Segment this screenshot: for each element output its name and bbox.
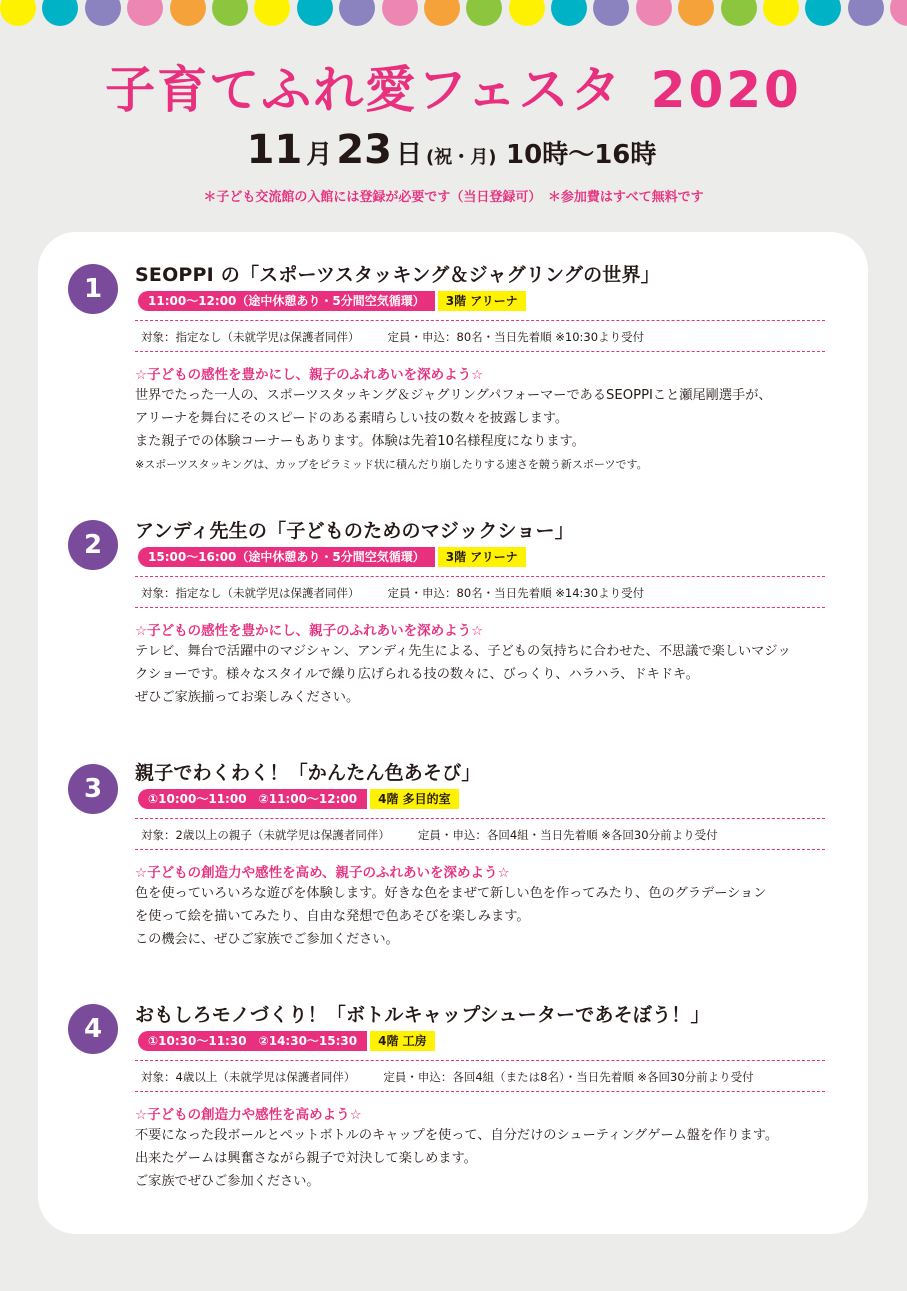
event-target-info [135,320,825,352]
bunting-flag [212,0,248,26]
bunting-flag [805,0,841,26]
bunting-flag [593,0,629,26]
event-place-badge: 4階 多目的室 [370,789,459,809]
date-month: 11 [246,127,303,173]
event-title: アンディ先生の「子どものためのマジックショー」 [135,520,574,542]
event-time-badge: ①10:00〜11:00 ②11:00〜12:00 [138,789,367,809]
event-capacity: 定員・申込：各回4組（または8名）・当日先着順 ※各回30分前より受付 [383,1070,754,1084]
description-line: また親子での体験コーナーもあります。体験は先着10名様程度になります。 [135,434,585,449]
description-line: ご家族でぜひご参加ください。 [135,1174,320,1189]
event-title: おもしろモノづくり！「ボトルキャップシューターであそぼう！」 [135,1004,710,1026]
bunting-flag [170,0,206,26]
bunting-flag [424,0,460,26]
event-description [135,1124,845,1193]
bunting-flag [382,0,418,26]
event-time-badge: ①10:30〜11:30 ②14:30〜15:30 [138,1031,367,1051]
description-line: テレビ、舞台で活躍中のマジシャン、アンディ先生による、子どもの気持ちに合わせた、不思議で楽しいマジッ [135,644,791,659]
event-title: SEOPPI の「スポーツスタッキング＆ジャグリングの世界」 [135,264,660,286]
bunting-flag [890,0,907,26]
bunting-flag [254,0,290,26]
event-footnote: ※スポーツスタッキングは、カップをピラミッド状に積んだり崩したりする速さを競う新スポーツです。 [135,458,648,471]
event-description [135,384,845,476]
description-line: ぜひご家族揃ってお楽しみください。 [135,690,360,705]
event-target: 対象：2歳以上の親子（未就学児は保護者同伴） [141,828,390,842]
event-time-badge: 15:00〜16:00（途中休憩あり・5分間空気循環） [138,547,435,567]
event-place-badge: 4階 工房 [370,1031,435,1051]
event-number-badge: 4 [68,1004,118,1054]
entry-note: ＊子ども交流館の入館には登録が必要です（当日登録可） ＊参加費はすべて無料です [203,190,704,205]
event-place-badge: 3階 アリーナ [438,547,526,567]
event-subhead: ☆子どもの創造力や感性を高め、親子のふれあいを深めよう☆ [135,865,510,881]
date-month-unit: 月 [306,140,333,170]
event-subhead: ☆子どもの創造力や感性を高めよう☆ [135,1107,362,1123]
event-subhead: ☆子どもの感性を豊かにし、親子のふれあいを深めよう☆ [135,367,484,383]
event-number-badge: 1 [68,264,118,314]
description-line: 不要になった段ボールとペットボトルのキャップを使って、自分だけのシューティングゲーム盤を作ります。 [135,1128,779,1143]
festival-title-text: 子育てふれ愛フェスタ [105,61,623,119]
event-capacity: 定員・申込：80名・当日先着順 ※10:30より受付 [387,330,645,344]
event-schedule [138,789,459,809]
date-day: 23 [336,127,392,173]
event-title: 親子でわくわく！「かんたん色あそび」 [135,762,481,784]
event-target-info [135,576,825,608]
bunting-flag [509,0,545,26]
bunting-flag [763,0,799,26]
description-line: アリーナを舞台にそのスピードのある素晴らしい技の数々を披露します。 [135,411,569,426]
event-time-badge: 11:00〜12:00（途中休憩あり・5分間空気循環） [138,291,435,311]
description-line: 世界でたった一人の、スポーツスタッキング＆ジャグリングパフォーマーであるSEOPPIこと瀬尾剛選手が、 [135,388,772,403]
bunting-flag [678,0,714,26]
event-description [135,882,845,951]
description-line: を使って絵を描いてみたり、自由な発想で色あそびを楽しみます。 [135,909,530,924]
bunting-flag [297,0,333,26]
event-target-info [135,1060,825,1092]
bunting-flag [636,0,672,26]
event-number-badge: 3 [68,764,118,814]
description-line: この機会に、ぜひご家族でご参加ください。 [135,932,399,947]
event-subhead: ☆子どもの感性を豊かにし、親子のふれあいを深めよう☆ [135,623,484,639]
festival-year: 2020 [650,61,802,119]
bunting-flag [0,0,36,26]
event-capacity: 定員・申込：各回4組・当日先着順 ※各回30分前より受付 [417,828,718,842]
event-number-badge: 2 [68,520,118,570]
festival-title [0,50,907,122]
bunting-flag [551,0,587,26]
event-target: 対象：指定なし（未就学児は保護者同伴） [141,330,360,344]
bunting-flag [42,0,78,26]
event-target: 対象：指定なし（未就学児は保護者同伴） [141,586,360,600]
date-weekday: (祝・月) [425,147,497,168]
event-target: 対象：4歳以上（未就学児は保護者同伴） [141,1070,356,1084]
bunting-flag [127,0,163,26]
event-place-badge: 3階 アリーナ [438,291,526,311]
event-target-info [135,818,825,850]
date-day-unit: 日 [395,140,422,170]
events-card [38,232,868,1234]
event-schedule [138,547,526,567]
bunting-flag [85,0,121,26]
festival-date [0,127,907,173]
event-schedule [138,291,526,311]
event-description [135,640,845,709]
bunting-flag [721,0,757,26]
bunting-flag [339,0,375,26]
event-schedule [138,1031,435,1051]
description-line: 出来たゲームは興奮さながら親子で対決して楽しめます。 [135,1151,477,1166]
bunting-decoration [0,0,907,30]
date-time: 10時〜16時 [506,140,657,170]
description-line: 色を使っていろいろな遊びを体験します。好きな色をまぜて新しい色を作ってみたり、色のグラデーション [135,886,767,901]
description-line: クショーです。様々なスタイルで繰り広げられる技の数々に、びっくり、ハラハラ、ドキドキ。 [135,667,699,682]
bunting-flag [848,0,884,26]
event-capacity: 定員・申込：80名・当日先着順 ※14:30より受付 [387,586,645,600]
bunting-flag [466,0,502,26]
